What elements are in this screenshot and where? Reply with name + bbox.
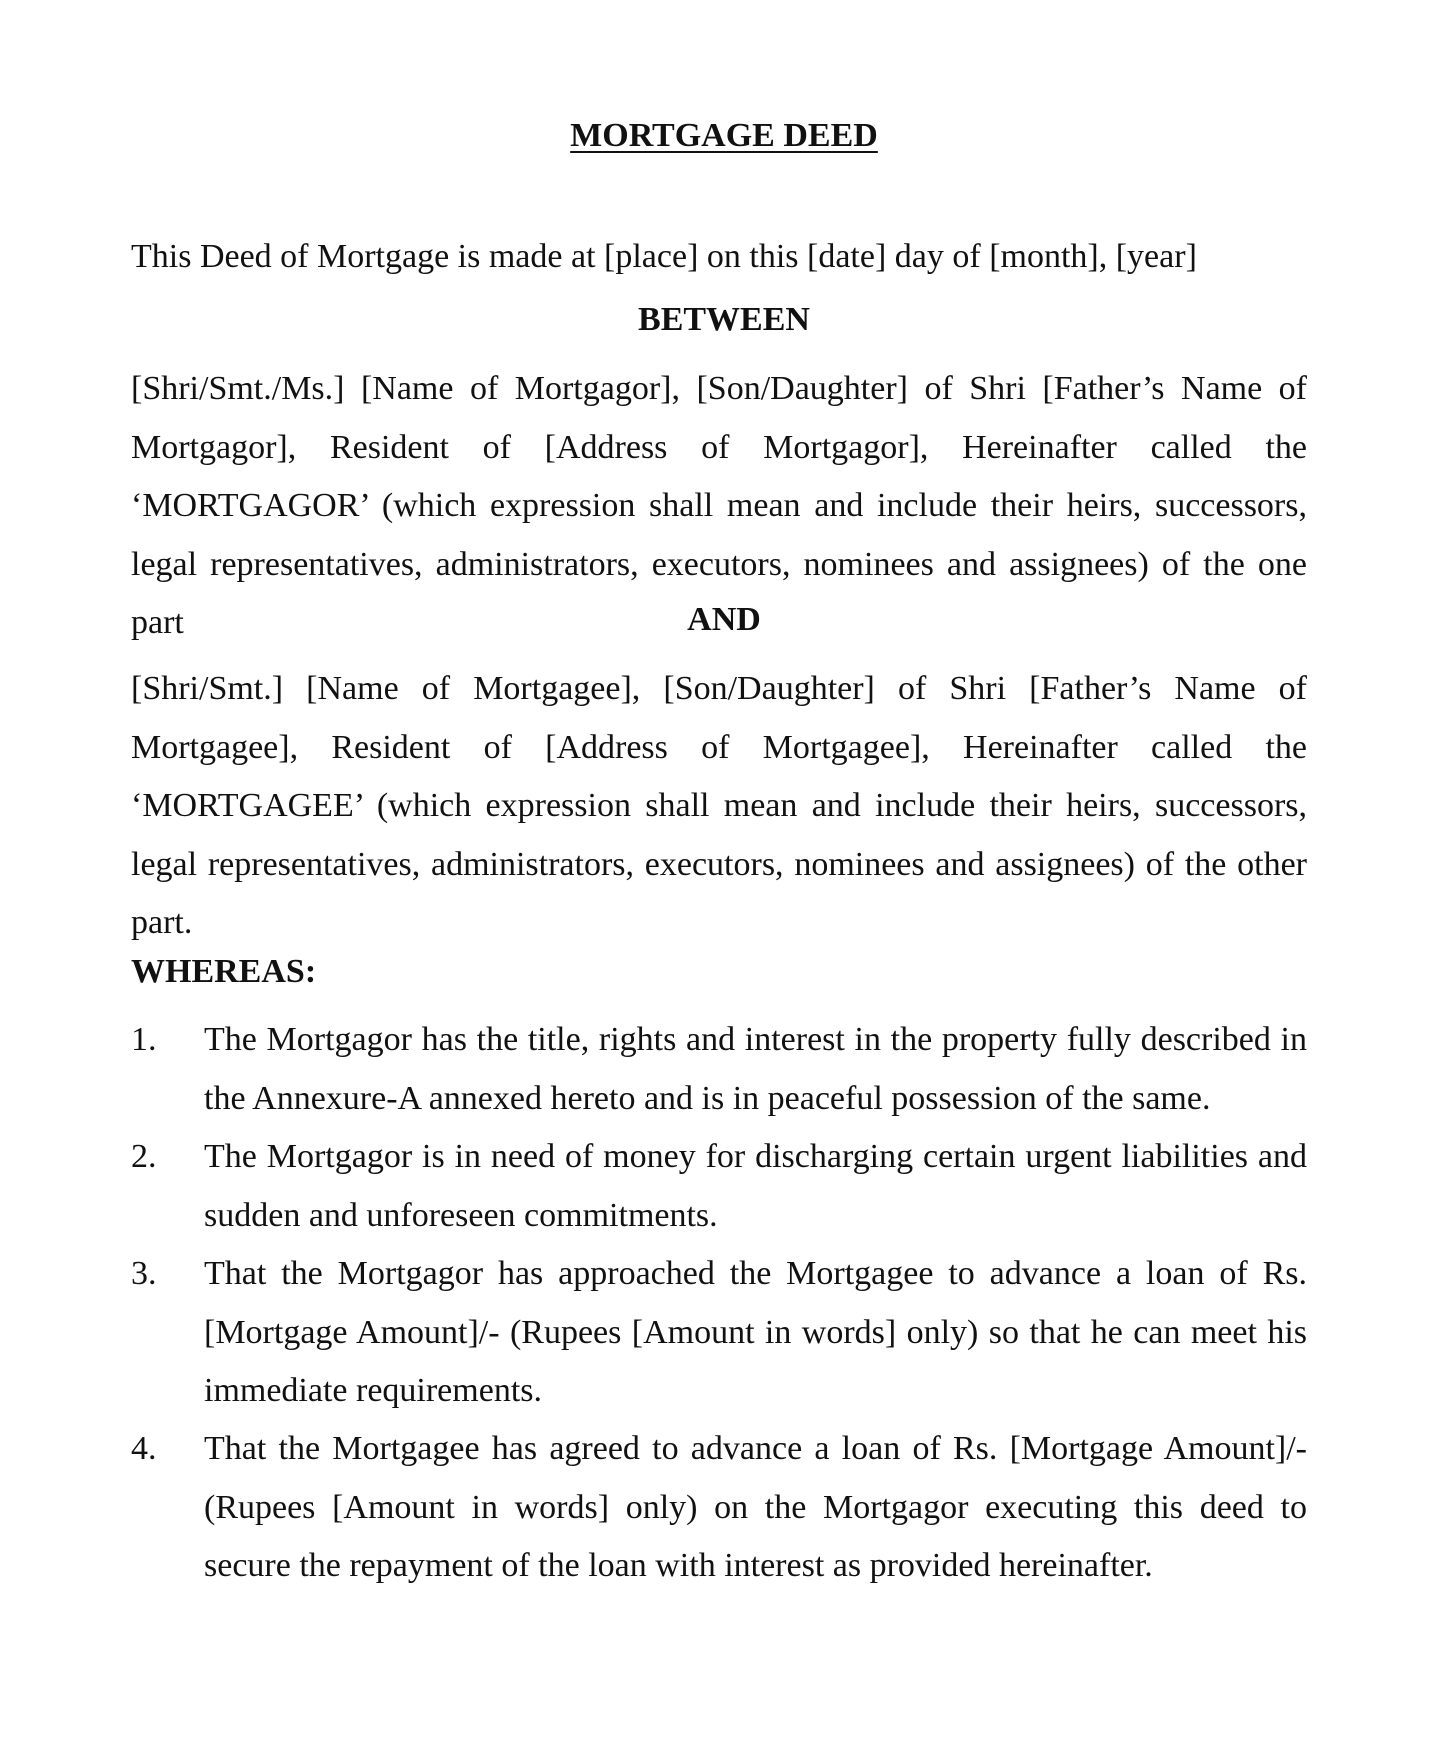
mortgagor-paragraph: [Shri/Smt./Ms.] [Name of Mortgagor], [Son/Daughter] of Shri [Father’s Name of Mortgagor], Resident of [Address of Mortgagor], Hereinafter called the ‘MORTGAGOR’ (which expression shall mean and include their heirs, successors, legal representatives, administrators, executors, nominees and assignees) of the one part [131,370,1307,641]
clause-text: That the Mortgagor has approached the Mortgagee to advance a loan of Rs. [Mortgage Amount]/- (Rupees [Amount in words] only) so that he can meet his immediate requirements. [204,1255,1307,1409]
clause-text: That the Mortgagee has agreed to advance a loan of Rs. [Mortgage Amount]/- (Rupees [Amount in words] only) on the Mortgagor executing this deed to secure the repayment of the loan with interest as provided hereinafter. [204,1430,1307,1584]
whereas-heading: WHEREAS: [131,953,317,990]
clause-text: The Mortgagor is in need of money for discharging certain urgent liabilities and sudden and unforeseen commitments. [204,1138,1307,1234]
clause-number: 4. [131,1430,157,1467]
and-heading: AND [687,601,761,638]
clause-number: 1. [131,1021,157,1058]
document-title-text: MORTGAGE DEED [570,117,878,154]
clause-text: The Mortgagor has the title, rights and interest in the property fully described in the Annexure-A annexed hereto and is in peaceful possession of the same. [204,1021,1307,1117]
mortgagee-paragraph: [Shri/Smt.] [Name of Mortgagee], [Son/Daughter] of Shri [Father’s Name of Mortgagee], Resident of [Address of Mortgagee], Hereinafter called the ‘MORTGAGEE’ (which expression shall mean and include their heirs, successors, legal representatives, administrators, executors, nominees and assignees) of the other part. [131,670,1307,941]
intro-paragraph: This Deed of Mortgage is made at [place] on this [date] day of [month], [year] [131,238,1197,275]
clause-number: 3. [131,1255,157,1292]
clause-number: 2. [131,1138,157,1175]
document-title [0,112,1448,160]
between-heading: BETWEEN [638,301,810,338]
